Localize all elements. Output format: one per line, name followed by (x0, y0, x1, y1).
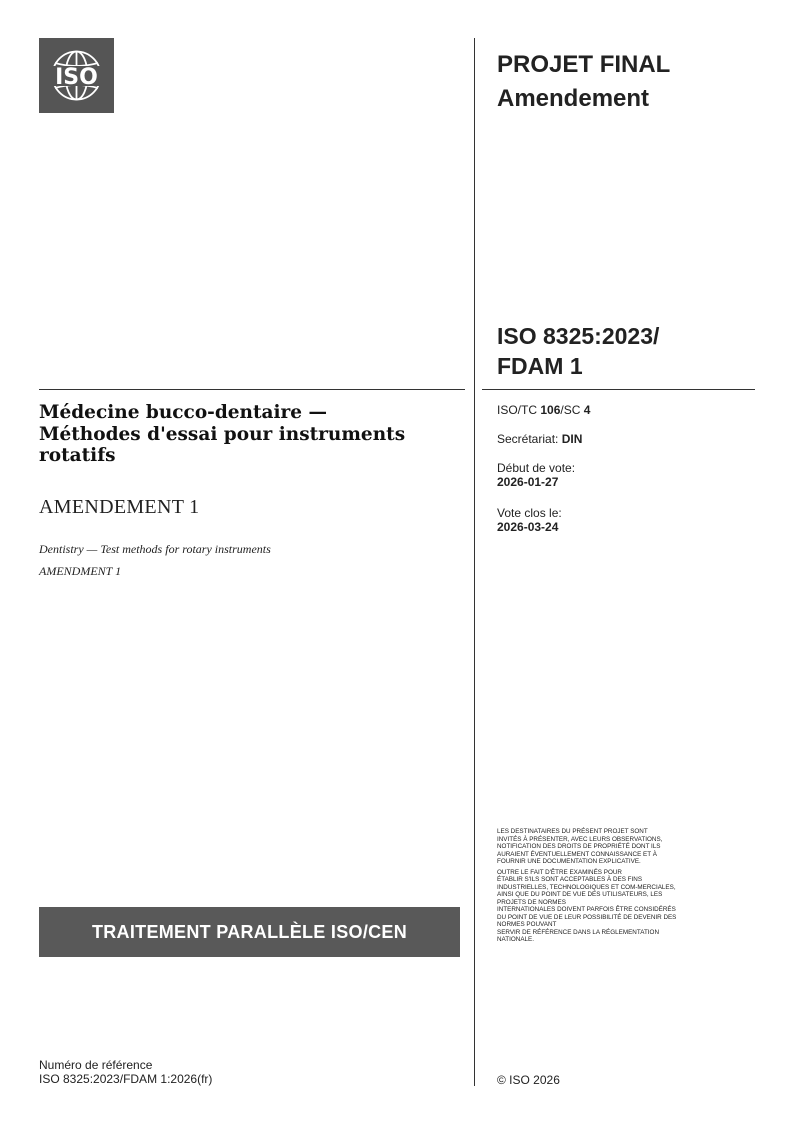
iso-logo (39, 38, 114, 113)
document-status (497, 48, 757, 116)
title-en-line-2: AMENDMENT 1 (39, 564, 122, 578)
horizontal-rule-left (39, 389, 465, 390)
title-fr-line-3: rotatifs (39, 445, 116, 466)
vote-start-date: 2026-01-27 (497, 475, 559, 489)
svg-text:ISO: ISO (55, 65, 98, 90)
title-en-line-1: Dentistry — Test methods for rotary instruments (39, 542, 271, 556)
horizontal-rule-right (482, 389, 755, 390)
vote-end-date: 2026-03-24 (497, 520, 559, 534)
amendment-label: AMENDEMENT 1 (39, 496, 200, 518)
title-french (39, 402, 449, 467)
document-number-line-1: ISO 8325:2023/ (497, 323, 660, 349)
reference-label: Numéro de référence (39, 1058, 153, 1072)
title-fr-line-1: Médecine bucco-dentaire — (39, 402, 328, 423)
document-number-line-2: FDAM 1 (497, 353, 583, 379)
committee-reference: ISO/TC 106/SC 4 (497, 403, 591, 417)
vertical-divider (474, 38, 475, 1086)
vote-end (497, 506, 562, 534)
secretariat: Secrétariat: DIN (497, 432, 583, 446)
parallel-processing-banner: TRAITEMENT PARALLÈLE ISO/CEN (39, 907, 460, 957)
notice-paragraph-2: OUTRE LE FAIT D'ÊTRE EXAMINÉS POUR ÉTABLIR S'ILS SONT ACCEPTABLES À DES FINS INDUSTRIELLES, TECHNOLOGIQUES ET COM-MERCIALES, AINSI QUE DU POINT DE VUE DES UTILISATEURS, LES PROJETS DE NORMES INTERNATIONALES DOIVENT PARFOIS ÊTRE CONSIDÉRÉS DU POINT DE VUE DE LEUR POSSIBILITÉ DE DEVENIR DES NORMES POUVANT SERVIR DE RÉFÉRENCE DANS LA RÉGLEMENTATION NATIONALE. (497, 868, 677, 943)
reference-number (39, 1058, 212, 1086)
vote-end-label: Vote clos le: (497, 506, 562, 520)
title-english (39, 538, 449, 582)
reference-value: ISO 8325:2023/FDAM 1:2026(fr) (39, 1072, 213, 1086)
title-fr-line-2: Méthodes d'essai pour instruments (39, 423, 406, 445)
document-number (497, 321, 757, 381)
iso-globe-icon (39, 38, 114, 113)
vote-start (497, 461, 575, 489)
status-line-2: Amendement (497, 85, 650, 112)
copyright: © ISO 2026 (497, 1073, 560, 1087)
notice-paragraph-1: LES DESTINATAIRES DU PRÉSENT PROJET SONT INVITÉS À PRÉSENTER, AVEC LEURS OBSERVATIONS, NOTIFICATION DES DROITS DE PROPRIÉTÉ DONT ILS AURAIENT ÉVENTUELLEMENT CONNAISSANCE ET À FOURNIR UNE DOCUMENTATION EXPLICATIVE. (497, 828, 663, 865)
status-line-1: PROJET FINAL (497, 51, 671, 78)
vote-start-label: Début de vote: (497, 461, 576, 475)
recipient-notice (497, 828, 753, 947)
